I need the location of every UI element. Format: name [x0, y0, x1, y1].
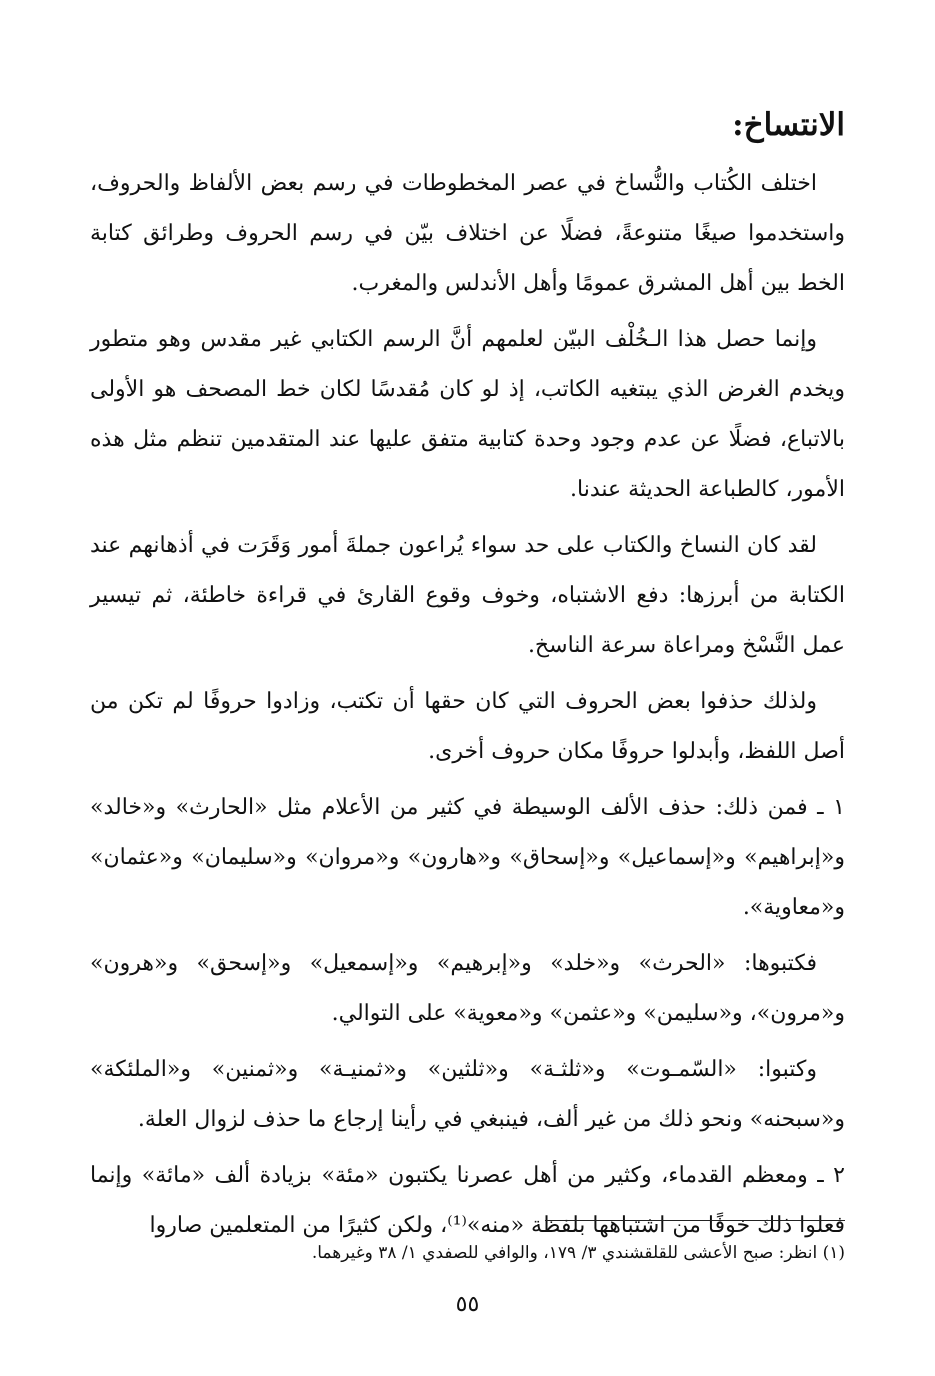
section-title: الانتساخ:: [732, 107, 845, 143]
paragraph-6: وكتبوا: «السّمـوت» و«ثلثـة» و«ثلثين» و«ثمنيـة» و«ثمنين» و«الملئكة» و«سبحنه» ونحو ذلك من غير ألف، فينبغي في رأينا إرجاع ما حذف لزوال العلة.: [90, 1057, 845, 1132]
page-number: ٥٥: [455, 1292, 480, 1317]
page-body: [90, 95, 845, 1251]
footnote: (١) انظر: صبح الأعشى للقلقشندي ٣/ ١٧٩، والوافي للصفدي ١/ ٣٨ وغيرهما.: [311, 1243, 845, 1263]
paragraph-1: اختلف الكُتاب والنُّساخ في عصر المخطوطات في رسم بعض الألفاظ والحروف، واستخدموا صيغًا متنوعةً، فضلًا عن اختلاف بيّن في رسم الحروف وطرائق كتابة الخط بين أهل المشرق عمومًا وأهل الأندلس والمغرب.: [90, 171, 845, 296]
paragraph-3: لقد كان النساخ والكتاب على حد سواء يُراعون جملةَ أمور وَقَرَت في أذهانهم عند الكتابة من أبرزها: دفع الاشتباه، وخوف وقوع القارئ في قراءة خاطئة، ثم تيسير عمل النَّسْخ ومراعاة سرعة الناسخ.: [90, 533, 845, 658]
paragraph-5: فكتبوها: «الحرث» و«خلد» و«إبرهيم» و«إسمعيل» و«إسحق» و«هرون» و«مرون»، و«سليمن» و«عثمن» و«معوية» على التوالي.: [90, 951, 845, 1026]
list-item-1: ١ ـ فمن ذلك: حذف الألف الوسيطة في كثير من الأعلام مثل «الحارث» و«خالد» و«إبراهيم» و«إسماعيل» و«إسحاق» و«هارون» و«مروان» و«سليمان» و«عثمان» و«معاوية».: [90, 795, 845, 920]
paragraph-4: ولذلك حذفوا بعض الحروف التي كان حقها أن تكتب، وزادوا حروفًا لم تكن من أصل اللفظ، وأبدلوا حروفًا مكان حروف أخرى.: [90, 689, 845, 764]
paragraph-2: وإنما حصل هذا الـخُلْف البيّن لعلمهم أنَّ الرسم الكتابي غير مقدس وهو متطور ويخدم الغرض الذي يبتغيه الكاتب، إذ لو كان مُقدسًا لكان خط المصحف هو الأولى بالاتباع، فضلًا عن عدم وجود وحدة كتابية متفق عليها عند المتقدمين تنظم مثل هذه الأمور، كالطباعة الحديثة عندنا.: [90, 327, 845, 502]
footnote-divider: [545, 1220, 845, 1221]
list-item-2: ٢ ـ ومعظم القدماء، وكثير من أهل عصرنا يكتبون «مئة» بزيادة ألف «مائة» وإنما فعلوا ذلك خوفًا من اشتباهها بلفظة «منه»⁽¹⁾، ولكن كثيرًا من المتعلمين صاروا: [90, 1163, 845, 1238]
